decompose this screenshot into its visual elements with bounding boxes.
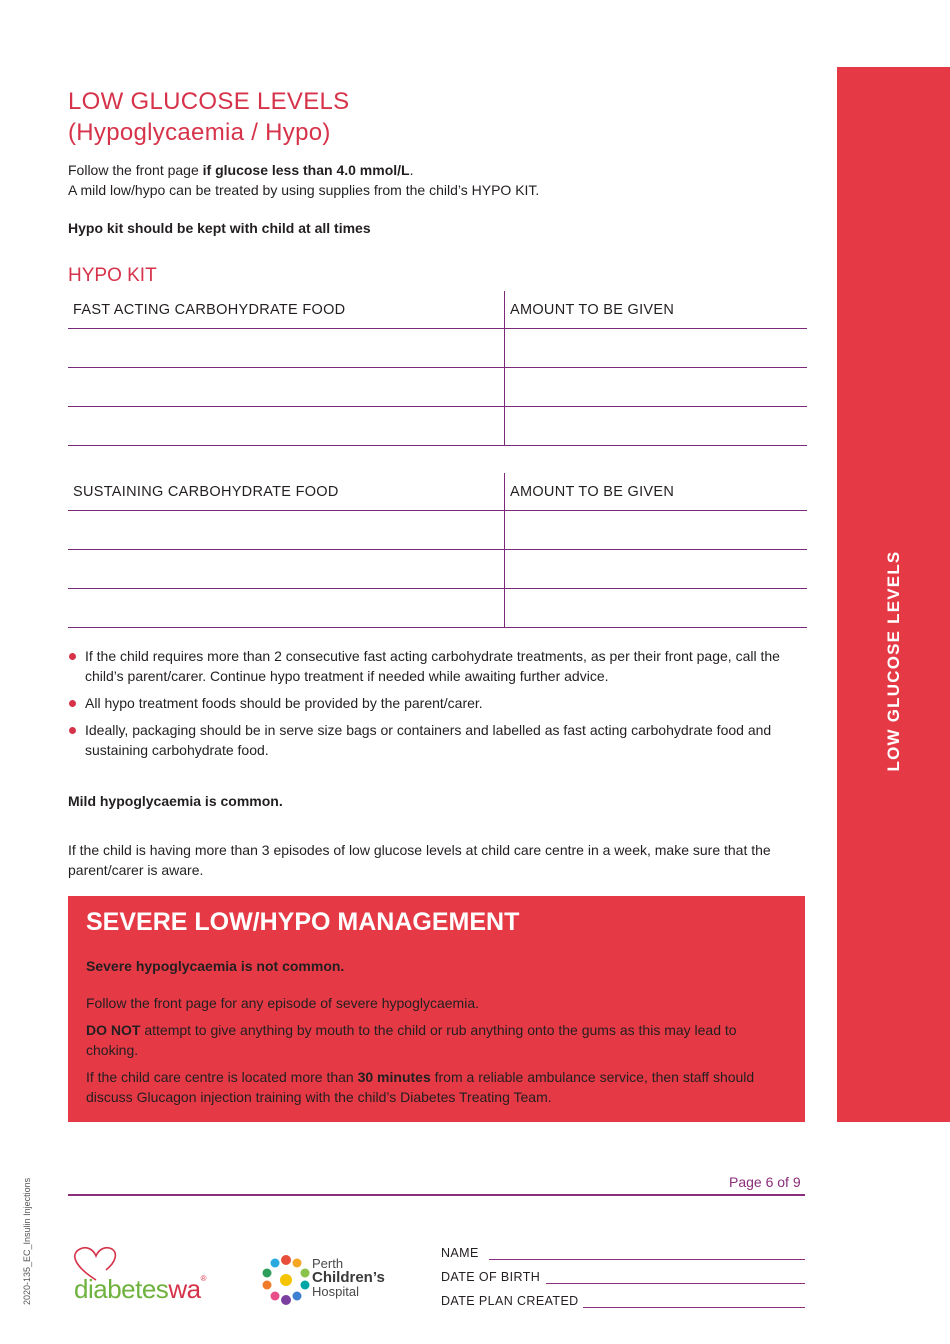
pch-line1: Perth bbox=[312, 1256, 344, 1271]
intro-prefix: Follow the front page bbox=[68, 162, 203, 178]
footer-divider bbox=[68, 1194, 805, 1196]
table-row bbox=[68, 329, 807, 368]
fast-food-cell[interactable] bbox=[68, 407, 505, 446]
name-field[interactable] bbox=[441, 1246, 805, 1264]
ambulance-prefix: If the child care centre is located more than bbox=[86, 1069, 358, 1085]
severe-ambulance bbox=[86, 1067, 791, 1107]
section-sidebar-tab bbox=[837, 67, 950, 1122]
document-id: 2020-135_EC_Insulin Injections bbox=[22, 1177, 32, 1305]
intro-glucose-threshold: if glucose less than 4.0 mmol/L bbox=[202, 162, 410, 178]
list-item bbox=[68, 720, 788, 760]
fast-acting-table bbox=[68, 291, 807, 446]
pch-line2: Children’s bbox=[312, 1269, 385, 1286]
name-field-line[interactable] bbox=[489, 1259, 805, 1260]
date-plan-created-line[interactable] bbox=[583, 1307, 805, 1308]
fast-amount-cell[interactable] bbox=[505, 407, 808, 446]
table-header-row bbox=[68, 291, 807, 329]
fast-food-header: FAST ACTING CARBOHYDRATE FOOD bbox=[68, 291, 505, 329]
table-row bbox=[68, 589, 807, 628]
mild-note: Mild hypoglycaemia is common. bbox=[68, 793, 283, 809]
sustaining-amount-cell[interactable] bbox=[505, 589, 808, 628]
bullet-text: If the child requires more than 2 consecutive fast acting carbohydrate treatments, as per their front page, call the child’s parent/carer. Continue hypo treatment if needed while awaiting further advice. bbox=[85, 648, 780, 684]
sustaining-amount-cell[interactable] bbox=[505, 511, 808, 550]
list-item bbox=[68, 693, 788, 713]
sidebar-label: LOW GLUCOSE LEVELS bbox=[883, 550, 903, 772]
sustaining-food-header: SUSTAINING CARBOHYDRATE FOOD bbox=[68, 473, 505, 511]
severe-body bbox=[86, 956, 791, 1114]
severe-management-box bbox=[68, 896, 805, 1122]
sustaining-amount-cell[interactable] bbox=[505, 550, 808, 589]
do-not-text: attempt to give anything by mouth to the child or rub anything onto the gums as this may lead to choking. bbox=[86, 1022, 737, 1058]
pch-wordmark bbox=[312, 1257, 385, 1299]
page-subtitle: (Hypoglycaemia / Hypo) bbox=[68, 119, 331, 146]
intro-suffix: . bbox=[409, 162, 414, 178]
pch-line3: Hospital bbox=[312, 1284, 359, 1299]
do-not-label: DO NOT bbox=[86, 1022, 141, 1038]
severe-not-common: Severe hypoglycaemia is not common. bbox=[86, 958, 345, 974]
pch-flower-icon bbox=[262, 1251, 312, 1309]
intro-line2: A mild low/hypo can be treated by using supplies from the child’s HYPO KIT. bbox=[68, 182, 540, 198]
fast-amount-header: AMOUNT TO BE GIVEN bbox=[505, 291, 808, 329]
name-field-label: NAME bbox=[441, 1246, 479, 1260]
severe-do-not bbox=[86, 1020, 791, 1060]
dob-field-label: DATE OF BIRTH bbox=[441, 1270, 541, 1284]
list-item bbox=[68, 646, 788, 686]
perth-childrens-hospital-logo bbox=[262, 1251, 402, 1311]
fast-amount-cell[interactable] bbox=[505, 368, 808, 407]
severe-follow: Follow the front page for any episode of severe hypoglycaemia. bbox=[86, 995, 480, 1011]
treatment-bullets bbox=[68, 646, 788, 767]
wordmark-wa: wa bbox=[168, 1274, 201, 1304]
fast-food-cell[interactable] bbox=[68, 329, 505, 368]
table-row bbox=[68, 407, 807, 446]
registered-mark: ® bbox=[200, 1274, 206, 1283]
sustaining-food-cell[interactable] bbox=[68, 550, 505, 589]
ambulance-minutes: 30 minutes bbox=[357, 1069, 431, 1085]
bullet-icon bbox=[69, 653, 76, 660]
bullet-text: Ideally, packaging should be in serve size bags or containers and labelled as fast acting carbohydrate food and sustaining carbohydrate food. bbox=[85, 722, 772, 758]
bullet-text: All hypo treatment foods should be provided by the parent/carer. bbox=[85, 695, 483, 711]
table-row bbox=[68, 550, 807, 589]
episodes-note: If the child is having more than 3 episodes of low glucose levels at child care centre in a week, make sure that the parent/carer is aware. bbox=[68, 842, 771, 878]
sustaining-food-cell[interactable] bbox=[68, 511, 505, 550]
table-row bbox=[68, 511, 807, 550]
fast-amount-cell[interactable] bbox=[505, 329, 808, 368]
table-row bbox=[68, 368, 807, 407]
date-plan-created-field[interactable] bbox=[441, 1294, 805, 1312]
sustaining-table bbox=[68, 473, 807, 628]
diabetes-wa-logo bbox=[66, 1244, 236, 1312]
ambulance-suffix: from a reliable ambulance service, then staff should discuss Glucagon injection training with the child’s Diabetes Treating Team. bbox=[86, 1069, 755, 1105]
intro-text bbox=[68, 160, 808, 200]
dob-field-line[interactable] bbox=[546, 1283, 805, 1284]
hypo-kit-heading: HYPO KIT bbox=[68, 265, 157, 286]
sustaining-food-cell[interactable] bbox=[68, 589, 505, 628]
severe-title: SEVERE LOW/HYPO MANAGEMENT bbox=[86, 908, 520, 936]
diabetes-wa-wordmark bbox=[74, 1274, 206, 1305]
page-number: Page 6 of 9 bbox=[729, 1174, 801, 1190]
dob-field[interactable] bbox=[441, 1270, 805, 1288]
kit-note: Hypo kit should be kept with child at all times bbox=[68, 220, 371, 236]
fast-food-cell[interactable] bbox=[68, 368, 505, 407]
page-title: LOW GLUCOSE LEVELS bbox=[68, 88, 350, 115]
sustaining-amount-header: AMOUNT TO BE GIVEN bbox=[505, 473, 808, 511]
wordmark-diabetes: diabetes bbox=[74, 1274, 169, 1304]
table-header-row bbox=[68, 473, 807, 511]
bullet-icon bbox=[69, 727, 76, 734]
date-plan-created-label: DATE PLAN CREATED bbox=[441, 1294, 579, 1308]
bullet-icon bbox=[69, 700, 76, 707]
